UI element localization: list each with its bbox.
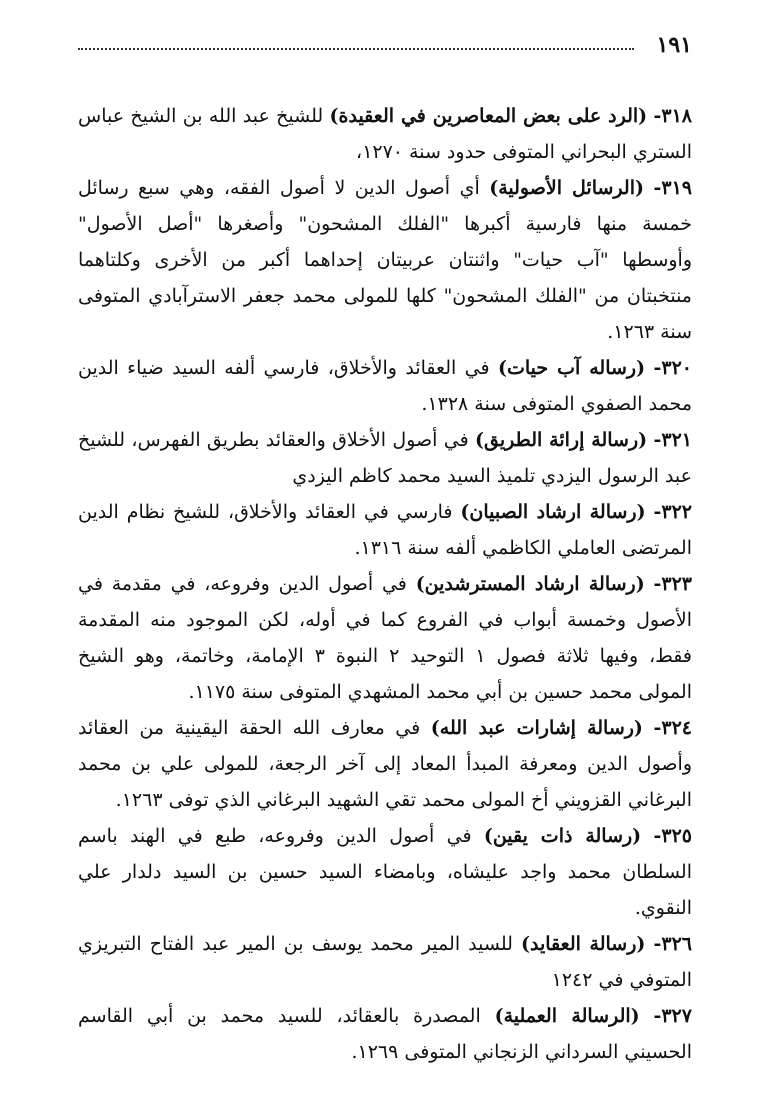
entry-323 [78,566,692,710]
entry-320 [78,350,692,422]
entry-title: (الرسالة العملية) [494,1005,640,1027]
entry-322 [78,494,692,566]
entry-title: (رسالة إرائة الطريق) [475,429,648,451]
entry-321 [78,422,692,494]
entry-title: (الرسائل الأصولية) [489,177,644,199]
entry-body: في أصول الدين وفروعه، طبع في الهند باسم السلطان محمد واجد عليشاه، وبامضاء السيد حسين بن السيد دلدار علي النقوي. [78,825,692,919]
entry-body: في أصول الدين وفروعه، في مقدمة في الأصول وخمسة أبواب في الفروع كما في أوله، لكن الموجود منه المقدمة فقط، وفيها ثلاثة فصول ١ التوحيد ٢ النبوة ٣ الإمامة، وخاتمة، وهو الشيخ المولى محمد حسين بن أبي محمد المشهدي المتوفى سنة ١١٧٥. [78,573,692,703]
entry-327 [78,998,692,1070]
entry-number: ٣٢٧- [653,1005,692,1027]
entry-title: (رساله آب حيات) [498,357,646,379]
entry-318 [78,98,692,170]
entry-title: (رسالة إشارات عبد الله) [430,717,643,739]
entry-body: في العقائد والأخلاق، فارسي ألفه السيد ضياء الدين محمد الصفوي المتوفى سنة ١٣٢٨. [78,357,692,415]
page-header [78,26,692,60]
entry-number: ٣٢٤- [653,717,693,739]
entry-body: للسيد المير محمد يوسف بن المير عبد الفتاح التبريزي المتوفي في ١٢٤٢ [78,933,692,991]
entry-title: (الرد على بعض المعاصرين في العقيدة) [329,105,648,127]
entry-325 [78,818,692,926]
entry-number: ٣١٩- [653,177,692,199]
entry-number: ٣٢٢- [653,501,692,523]
entry-body: في معارف الله الحقة اليقينية من العقائد وأصول الدين ومعرفة المبدأ المعاد إلى آخر الرجعة، للمولى علي بن محمد البرغاني القزويني أخ المولى محمد تقي الشهيد البرغاني الذي توفى ١٢٦٣. [78,717,692,811]
entry-number: ٣٢٣- [653,573,692,595]
entry-title: (رسالة ارشاد المسترشدين) [415,573,645,595]
entry-324 [78,710,692,818]
entry-number: ٣١٨- [653,105,693,127]
entry-body: للشيخ عبد الله بن الشيخ عباس الستري البحراني المتوفى حدود سنة ١٢٧٠، [78,105,692,163]
entry-title: (رسالة ذات يقين) [483,825,642,847]
entry-326 [78,926,692,998]
header-dotted-rule [78,38,634,50]
entry-number: ٣٢٠- [653,357,693,379]
entry-319 [78,170,692,350]
entry-number: ٣٢١- [653,429,692,451]
entry-body: في أصول الأخلاق والعقائد بطريق الفهرس، للشيخ عبد الرسول اليزدي تلميذ السيد محمد كاظم اليزدي [78,429,692,487]
entry-number: ٣٢٦- [653,933,692,955]
entry-body: فارسي في العقائد والأخلاق، للشيخ نظام الدين المرتضى العاملي الكاظمي ألفه سنة ١٣١٦. [78,501,692,559]
entry-title: (رسالة العقايد) [521,933,646,955]
page-number: ١٩١ [656,32,692,58]
entry-body: أي أصول الدين لا أصول الفقه، وهي سبع رسائل خمسة منها فارسية أكبرها "الفلك المشحون" وأصغرها "أصل الأصول" وأوسطها "آب حيات" واثنتان عربيتان إحداهما أكبر من الأخرى وكلتاهما منتخبتان من "الفلك المشحون" كلها للمولى محمد جعفر الاسترآبادي المتوفى سنة ١٢٦٣. [78,177,692,343]
entry-number: ٣٢٥- [653,825,692,847]
entry-title: (رسالة ارشاد الصبيان) [460,501,646,523]
entries-list [78,98,692,1070]
entry-body: المصدرة بالعقائد، للسيد محمد بن أبي القاسم الحسيني السرداني الزنجاني المتوفى ١٢٦٩. [78,1005,692,1063]
